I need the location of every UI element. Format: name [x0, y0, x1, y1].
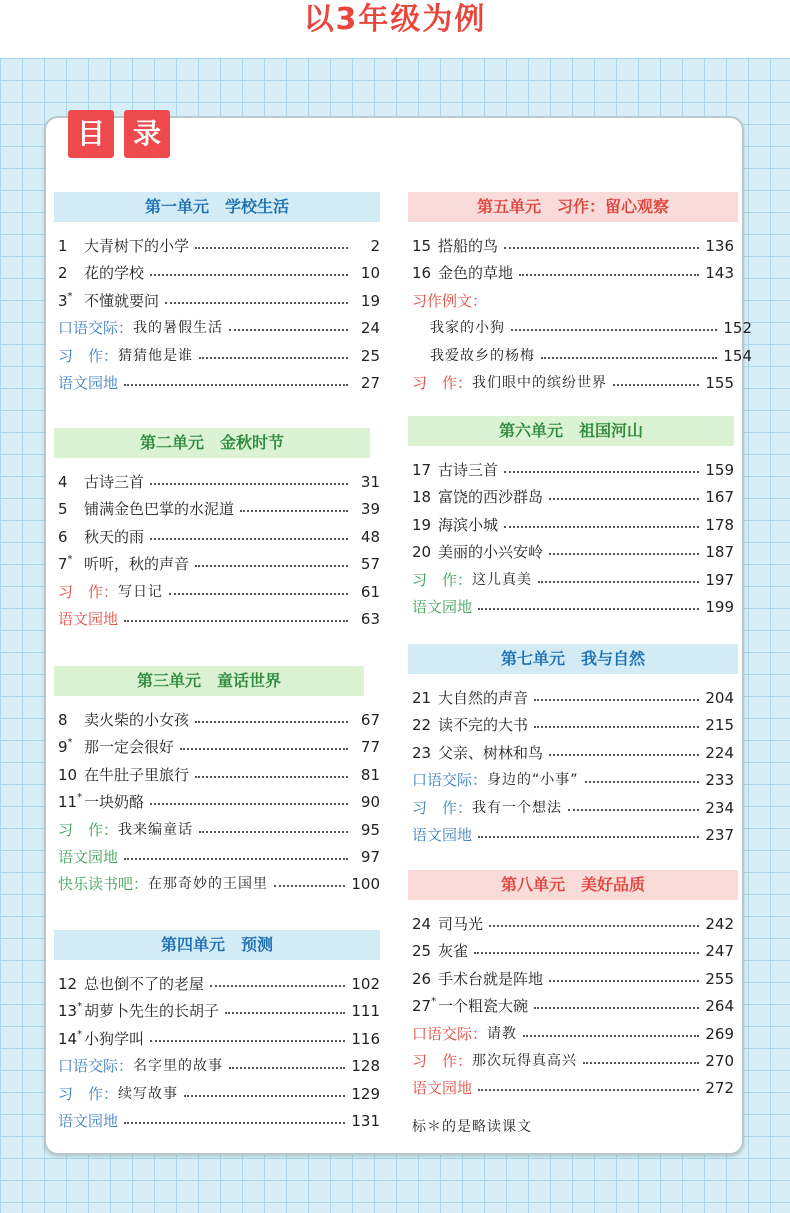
lesson-number: 4 [58, 473, 68, 491]
page-number: 31 [360, 473, 380, 491]
section-title: 那次玩得真高兴 [472, 1053, 578, 1069]
leader-dots [534, 699, 699, 701]
leader-dots [150, 483, 348, 485]
page-number: 247 [705, 942, 734, 961]
leader-dots [229, 1067, 345, 1069]
page-number: 27 [360, 374, 380, 392]
section-row [412, 1076, 734, 1100]
page-number: 204 [705, 689, 734, 707]
page-number: 242 [705, 915, 734, 933]
lesson-title: 古诗三首 [84, 473, 145, 491]
lesson-number: 25 [412, 942, 432, 961]
lesson-number: 8 [58, 711, 68, 729]
lesson-number: 27* [412, 996, 437, 1016]
unit-header: 第一单元 学校生活 [54, 192, 380, 222]
lesson-number: 17 [412, 461, 432, 479]
lesson-row [412, 485, 734, 509]
section-title: 猜猜他是谁 [118, 347, 194, 364]
section-row [412, 344, 752, 368]
page-number: 154 [723, 346, 752, 365]
lesson-number: 21 [412, 689, 432, 707]
leader-dots [184, 1095, 345, 1097]
section-label: 口语交际： [412, 1024, 488, 1043]
lesson-number: 11* [58, 792, 83, 812]
lesson-title: 大自然的声音 [438, 689, 529, 707]
lesson-row [412, 994, 734, 1018]
section-row [58, 607, 380, 631]
page-number: 116 [351, 1029, 380, 1048]
leader-dots [523, 1035, 699, 1037]
page-number: 136 [705, 237, 734, 255]
leader-dots [504, 526, 699, 528]
leader-dots [504, 471, 699, 473]
lesson-title: 一块奶酪 [84, 793, 145, 812]
section-row [58, 845, 380, 869]
lesson-row [58, 972, 380, 996]
section-row [58, 1054, 380, 1078]
leader-dots [150, 538, 348, 540]
lesson-title: 总也倒不了的老屋 [84, 975, 205, 993]
lesson-number: 12 [58, 975, 78, 993]
leader-dots [195, 776, 348, 778]
lesson-row [58, 1027, 380, 1051]
page-number: 97 [360, 848, 380, 866]
skim-mark: * [67, 737, 73, 749]
unit-header: 第三单元 童话世界 [54, 666, 364, 696]
section-title: 我来编童话 [118, 821, 194, 838]
lesson-row [58, 790, 380, 814]
leader-dots [549, 553, 699, 555]
page-number: 129 [351, 1084, 380, 1103]
lesson-number: 2 [58, 264, 68, 283]
leader-dots [165, 302, 348, 304]
page-number: 233 [705, 771, 734, 790]
page-number: 10 [360, 264, 380, 283]
page-number: 111 [351, 1002, 380, 1021]
lesson-number: 24 [412, 915, 432, 933]
leader-dots [169, 593, 348, 595]
lesson-row [412, 234, 734, 258]
section-label: 语文园地 [412, 1079, 473, 1098]
section-title: 写日记 [118, 583, 164, 600]
section-title: 我们眼中的缤纷世界 [472, 375, 608, 391]
lesson-title: 美丽的小兴安岭 [438, 543, 544, 562]
section-title: 续写故事 [118, 1085, 179, 1102]
page-number: 128 [351, 1057, 380, 1076]
page-number: 63 [360, 610, 380, 628]
page-number: 19 [360, 291, 380, 310]
page-number: 178 [705, 515, 734, 534]
page-number: 39 [360, 500, 380, 519]
lesson-row [412, 686, 734, 710]
section-label: 语文园地 [412, 598, 473, 616]
leader-dots [124, 1122, 345, 1124]
skim-mark: * [431, 996, 437, 1008]
page-number: 270 [705, 1052, 734, 1070]
lesson-title: 父亲、树林和鸟 [438, 743, 544, 762]
leader-dots [541, 357, 717, 359]
lesson-number: 14* [58, 1028, 83, 1048]
lesson-row [58, 289, 380, 313]
section-label: 习 作： [58, 820, 119, 839]
lesson-row [412, 741, 734, 765]
lesson-title: 搭船的鸟 [438, 237, 499, 255]
page-number: 167 [705, 488, 734, 507]
leader-dots [549, 498, 699, 500]
section-row [412, 568, 734, 592]
section-row [58, 872, 380, 896]
section-label: 习 作： [412, 1052, 473, 1070]
page-number: 81 [360, 765, 380, 784]
section-row [412, 316, 752, 340]
leader-dots [150, 274, 348, 276]
section-title: 身边的“小事” [487, 772, 579, 789]
lesson-row [412, 912, 734, 936]
lesson-number: 10 [58, 765, 78, 784]
page-number: 255 [705, 969, 734, 988]
lesson-row [58, 763, 380, 787]
section-row [58, 1082, 380, 1106]
section-title: 请教 [487, 1025, 518, 1042]
lesson-row [412, 458, 734, 482]
page-number: 131 [351, 1112, 380, 1130]
section-row [412, 595, 734, 619]
section-label: 快乐读书吧： [58, 875, 149, 894]
lesson-title: 秋天的雨 [84, 527, 145, 546]
leader-dots [195, 565, 348, 567]
lesson-row [412, 261, 734, 285]
lesson-number: 20 [412, 543, 432, 562]
section-title: 我爱故乡的杨梅 [430, 347, 535, 364]
leader-dots [478, 608, 699, 610]
lesson-row [58, 261, 380, 285]
section-row [58, 1109, 380, 1133]
page-number: 187 [705, 543, 734, 562]
section-title: 名字里的故事 [133, 1058, 224, 1075]
toc-title-char-1: 目 [68, 110, 114, 158]
lesson-number: 3* [58, 290, 73, 310]
page-number: 90 [360, 793, 380, 812]
unit-header: 第五单元 习作：留心观察 [408, 192, 738, 222]
page-number: 234 [705, 798, 734, 817]
lesson-title: 富饶的西沙群岛 [438, 488, 544, 507]
lesson-title: 灰雀 [438, 942, 469, 961]
leader-dots [489, 925, 699, 927]
lesson-number: 15 [412, 237, 432, 255]
page-number: 100 [351, 875, 380, 894]
footnote: 标＊的是略读课文 [412, 1119, 532, 1135]
leader-dots [568, 809, 699, 811]
lesson-title: 胡萝卜先生的长胡子 [84, 1002, 220, 1021]
section-row [58, 371, 380, 395]
lesson-number: 5 [58, 500, 68, 519]
lesson-row [58, 525, 380, 549]
section-label: 习 作： [412, 374, 473, 392]
section-row [58, 818, 380, 842]
section-row [412, 1022, 734, 1046]
section-row [412, 1049, 734, 1073]
section-title: 这儿真美 [472, 571, 533, 588]
leader-dots [519, 274, 699, 276]
leader-dots [240, 510, 348, 512]
page-number: 67 [360, 711, 380, 729]
lesson-number: 6 [58, 527, 68, 546]
leader-dots [511, 329, 717, 331]
leader-dots [478, 836, 699, 838]
unit-header: 第六单元 祖国河山 [408, 416, 734, 446]
lesson-number: 23 [412, 743, 432, 762]
skim-mark: * [77, 1028, 83, 1040]
lesson-row [412, 967, 734, 991]
lesson-title: 在牛肚子里旅行 [84, 765, 190, 784]
section-label: 语文园地 [412, 826, 473, 844]
page-number: 237 [705, 826, 734, 844]
leader-dots [180, 748, 348, 750]
leader-dots [225, 1012, 345, 1014]
lesson-number: 1 [58, 237, 68, 255]
unit-header: 第四单元 预测 [54, 930, 380, 960]
page-number: 159 [705, 461, 734, 479]
lesson-row [58, 708, 380, 732]
lesson-title: 金色的草地 [438, 264, 514, 283]
lesson-number: 19 [412, 515, 432, 534]
page-number: 77 [360, 738, 380, 757]
lesson-title: 铺满金色巴掌的水泥道 [84, 500, 235, 519]
lesson-title: 卖火柴的小女孩 [84, 711, 190, 729]
lesson-row [412, 540, 734, 564]
lesson-title: 大青树下的小学 [84, 237, 190, 255]
lesson-title: 那一定会很好 [84, 738, 175, 757]
skim-mark: * [67, 554, 73, 566]
section-label: 习 作： [58, 582, 119, 601]
lesson-number: 26 [412, 969, 432, 988]
section-title: 我的暑假生活 [133, 320, 224, 337]
page-number: 2 [370, 237, 380, 255]
leader-dots [150, 1040, 345, 1042]
section-title: 我家的小狗 [430, 320, 505, 337]
section-row [412, 823, 734, 847]
leader-dots [199, 831, 348, 833]
leader-dots [549, 754, 699, 756]
page-number: 24 [360, 319, 380, 338]
leader-dots [474, 952, 699, 954]
lesson-title: 手术台就是阵地 [438, 969, 544, 988]
page-number: 269 [705, 1024, 734, 1043]
section-label: 语文园地 [58, 1112, 119, 1130]
page-number: 57 [360, 555, 380, 574]
toc-title-char-2: 录 [124, 110, 170, 158]
section-label: 习作例文： [412, 291, 488, 310]
section-row [58, 316, 380, 340]
section-row [58, 580, 380, 604]
leader-dots [538, 581, 699, 583]
page-number: 199 [705, 598, 734, 616]
section-label: 语文园地 [58, 610, 119, 628]
leader-dots [124, 384, 348, 386]
section-label: 口语交际： [58, 1057, 134, 1076]
leader-dots [195, 721, 348, 723]
unit-header: 第七单元 我与自然 [408, 644, 738, 674]
headline: 以3年级为例 [303, 2, 487, 37]
page-number: 102 [351, 975, 380, 993]
page-number: 95 [360, 820, 380, 839]
section-label: 习 作： [412, 570, 473, 589]
leader-dots [583, 1062, 699, 1064]
leader-dots [504, 247, 699, 249]
leader-dots [585, 781, 700, 783]
leader-dots [534, 726, 699, 728]
lesson-title: 花的学校 [84, 264, 145, 283]
lesson-title: 不懂就要问 [84, 291, 160, 310]
page-number: 224 [705, 743, 734, 762]
leader-dots [229, 329, 348, 331]
page-number: 48 [360, 527, 380, 546]
lesson-number: 13* [58, 1001, 83, 1021]
lesson-number: 22 [412, 716, 432, 735]
section-title: 我有一个想法 [472, 799, 563, 816]
section-label: 习 作： [58, 1084, 119, 1103]
lesson-row [58, 470, 380, 494]
lesson-row [58, 234, 380, 258]
lesson-number: 7* [58, 554, 73, 574]
page-number: 215 [705, 716, 734, 735]
page-number: 264 [705, 997, 734, 1016]
page-number: 143 [705, 264, 734, 283]
leader-dots [150, 803, 348, 805]
page-number: 25 [360, 346, 380, 365]
section-label: 口语交际： [58, 319, 134, 338]
lesson-row [58, 735, 380, 759]
lesson-row [58, 497, 380, 521]
leader-dots [199, 357, 348, 359]
lesson-title: 小狗学叫 [84, 1029, 145, 1048]
skim-mark: * [77, 1001, 83, 1013]
section-label: 习 作： [412, 798, 473, 817]
lesson-number: 9* [58, 737, 73, 757]
section-label: 口语交际： [412, 771, 488, 790]
lesson-row [58, 552, 380, 576]
leader-dots [613, 384, 699, 386]
unit-header: 第二单元 金秋时节 [54, 428, 370, 458]
leader-dots [124, 620, 348, 622]
lesson-title: 听听，秋的声音 [84, 555, 190, 574]
leader-dots [478, 1089, 699, 1091]
section-row [412, 371, 734, 395]
lesson-title: 司马光 [438, 915, 484, 933]
lesson-title: 读不完的大书 [438, 716, 529, 735]
section-row [58, 344, 380, 368]
lesson-number: 16 [412, 264, 432, 283]
lesson-row [412, 513, 734, 537]
unit-header: 第八单元 美好品质 [408, 870, 738, 900]
page-number: 155 [705, 374, 734, 392]
lesson-title: 古诗三首 [438, 461, 499, 479]
leader-dots [274, 885, 345, 887]
lesson-number: 18 [412, 488, 432, 507]
lesson-row [412, 939, 734, 963]
section-label: 语文园地 [58, 374, 119, 392]
page-number: 197 [705, 570, 734, 589]
section-label: 语文园地 [58, 848, 119, 866]
section-row [412, 768, 734, 792]
section-title: 在那奇妙的王国里 [148, 876, 269, 893]
leader-dots [534, 1007, 699, 1009]
leader-dots [195, 247, 348, 249]
skim-mark: * [67, 290, 73, 302]
section-row [412, 289, 734, 313]
section-row [412, 796, 734, 820]
lesson-row [412, 713, 734, 737]
page-number: 152 [723, 319, 752, 338]
page-number: 272 [705, 1079, 734, 1098]
page-number: 61 [360, 582, 380, 601]
leader-dots [124, 858, 348, 860]
section-label: 习 作： [58, 346, 119, 365]
lesson-title: 一个粗瓷大碗 [438, 997, 529, 1016]
lesson-title: 海滨小城 [438, 515, 499, 534]
skim-mark: * [77, 792, 83, 804]
lesson-row [58, 999, 380, 1023]
leader-dots [210, 985, 345, 987]
leader-dots [549, 980, 699, 982]
